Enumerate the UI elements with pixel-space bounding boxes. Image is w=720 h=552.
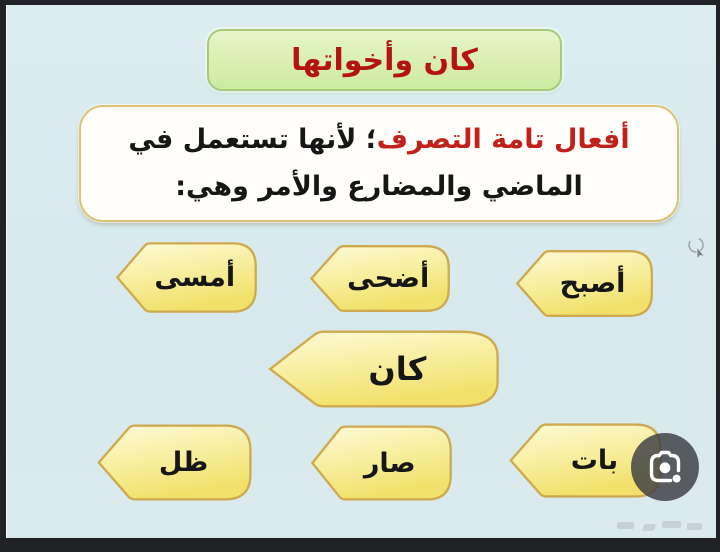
badge-amsa — [113, 240, 259, 315]
badge-label: أصبح — [559, 268, 626, 299]
watermark-mark — [617, 522, 634, 529]
page-title: كان وأخواتها — [291, 42, 478, 78]
badge-sara — [308, 423, 454, 503]
google-lens-camera-icon — [645, 447, 685, 487]
watermark-mark — [687, 523, 702, 530]
badge-zalla — [94, 422, 254, 503]
title-banner — [207, 29, 562, 91]
definition-text — [128, 117, 629, 210]
badge-asbaha — [513, 248, 655, 319]
badge-label: أمسى — [154, 262, 236, 293]
definition-highlight: أفعال تامة التصرف — [376, 124, 630, 156]
badge-label: بات — [570, 445, 619, 476]
google-lens-button[interactable] — [631, 433, 699, 501]
definition-box — [79, 105, 679, 222]
badge-label: صار — [363, 447, 416, 479]
badge-adha — [307, 243, 452, 314]
watermark-mark — [642, 524, 657, 531]
watermark-mark — [662, 521, 681, 528]
badge-kana — [263, 328, 503, 410]
badge-label: ظل — [158, 447, 209, 478]
definition-line1-rest: ؛ لأنها تستعمل في — [128, 124, 377, 156]
definition-line2: الماضي والمضارع والأمر وهي: — [175, 170, 583, 202]
badge-label: كان — [368, 350, 427, 388]
cursor-icon — [685, 235, 709, 263]
slide-image — [6, 5, 716, 538]
badge-label: أضحى — [347, 263, 430, 294]
